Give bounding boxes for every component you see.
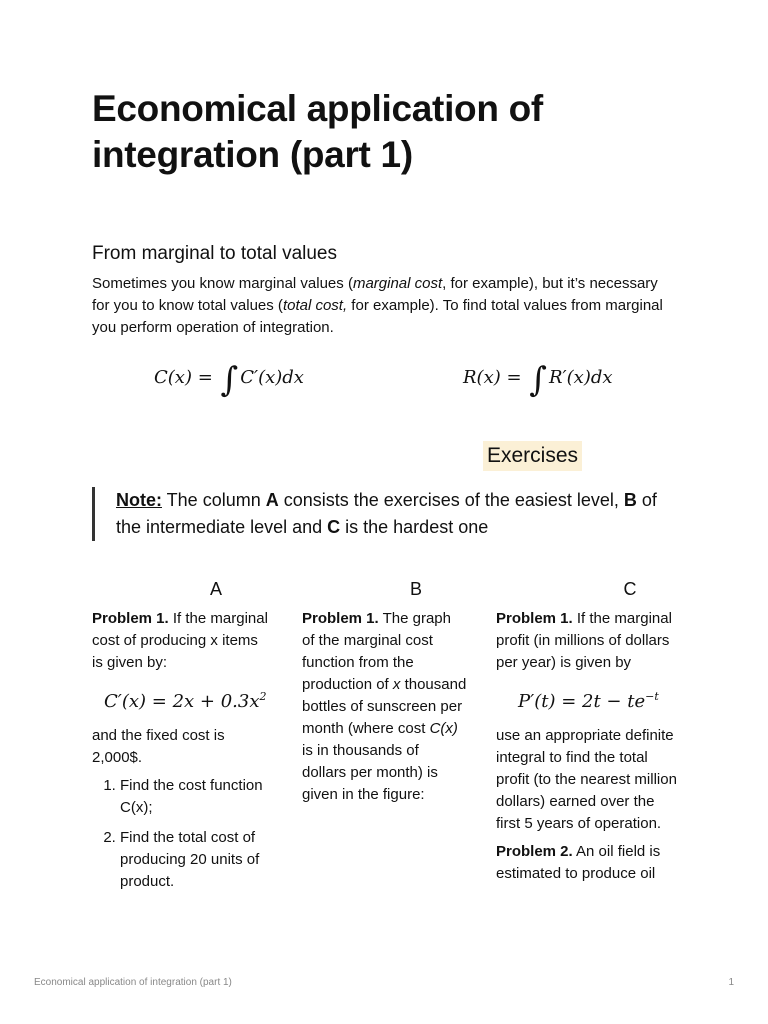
page-title: Economical application of integration (part 1) [92, 88, 543, 175]
problem-c2: Problem 2. An oil field is estimated to produce oil [496, 843, 661, 882]
exercises-heading: Exercises [483, 441, 582, 471]
problem-a1: Problem 1. If the marginal cost of producing x items is given by: [92, 610, 268, 671]
section-heading: From marginal to total values [92, 243, 337, 264]
list-item: 2. Find the total cost of producing 20 units of product. [120, 827, 272, 893]
list-item: 1. Find the cost function C(x); [120, 775, 272, 819]
problem-c1-instructions: use an appropriate definite integral to find the total profit (to the nearest million dollars) earned over the first 5 years of operation. [496, 727, 677, 832]
column-a [92, 608, 272, 901]
marginal-cost-formula: $C'(x) = 2x + 0.3x^2$ [104, 690, 267, 712]
integral-sign: ∫ [529, 360, 547, 400]
column-b-header: B [409, 579, 422, 599]
cost-integral-formula: C(x) = ∫ C′(x)dx [154, 360, 304, 400]
marginal-profit-formula: $P'(t) = 2t - te^{-t}$ [518, 690, 659, 712]
footer-title: Economical application of integration (part 1) [34, 977, 232, 988]
note-callout: Note: The column A consists the exercises of the easiest level, B of the intermediate level and C is the hardest one [92, 487, 676, 541]
fixed-cost-text: and the fixed cost is 2,000$. [92, 727, 225, 766]
task-list [92, 775, 272, 893]
column-c-header: C [623, 579, 637, 599]
intro-paragraph: Sometimes you know marginal values (marginal cost, for example), but it’s necessary for you to know total values (total cost, for example). To find total values from marginal you perform operation of integration. [92, 275, 663, 336]
column-a-header: A [209, 579, 222, 599]
column-c [496, 608, 681, 885]
note-label: Note: [116, 490, 162, 510]
problem-c1: Problem 1. If the marginal profit (in millions of dollars per year) is given by [496, 610, 672, 671]
revenue-integral-formula: R(x) = ∫ R′(x)dx [463, 360, 613, 400]
problem-b1: Problem 1. The graph of the marginal cost function from the production of x thousand bottles of sunscreen per month (where cost C(x) is in thousands of dollars per month) is given in the figure: [302, 610, 467, 803]
column-b [302, 608, 467, 806]
footer-page-number: 1 [728, 977, 734, 988]
integral-sign: ∫ [220, 360, 239, 400]
